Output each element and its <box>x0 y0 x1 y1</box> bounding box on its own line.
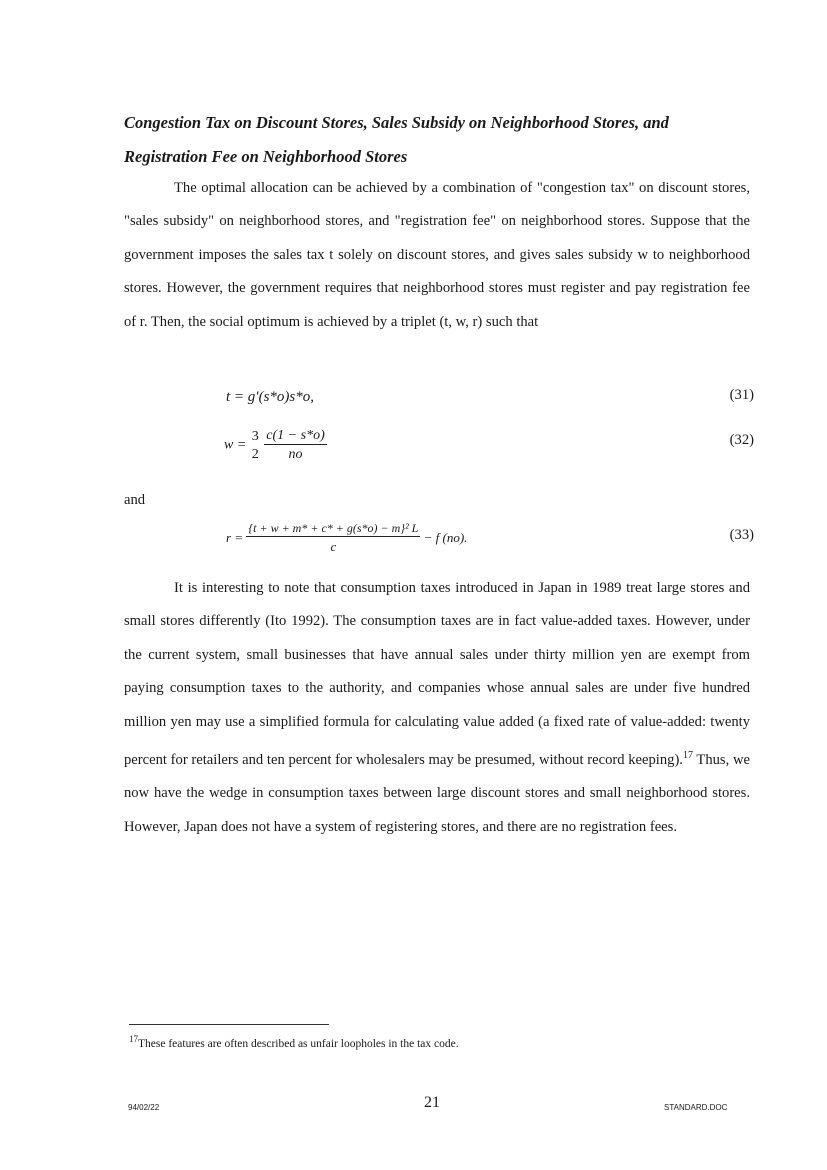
equation-31: t = g′(s*o)s*o, <box>226 389 314 405</box>
equation-31-number: (31) <box>729 387 754 403</box>
equation-33 <box>226 521 467 555</box>
footnote-reference: 17 <box>682 750 693 762</box>
equation-33-lhs: r = <box>226 530 244 545</box>
footer-date: 94/02/22 <box>128 1103 160 1112</box>
equation-33-number: (33) <box>729 527 754 543</box>
equation-32-frac-den: no <box>288 447 303 462</box>
footnote <box>129 1034 459 1050</box>
paragraph-consumption-tax-end: Thus, we now have the wedge in consumption taxes between large discount stores and small neighborhood stores. However, Japan does not have a system of registering stores, and there are no registration fees. <box>124 752 751 835</box>
equation-33-tail: − f (no). <box>423 530 468 545</box>
equation-33-fraction <box>246 521 420 555</box>
footnote-marker: 17 <box>129 1034 138 1044</box>
footnote-text: These features are often described as unfair loopholes in the tax code. <box>138 1037 459 1050</box>
section-heading-line-2: Registration Fee on Neighborhood Stores <box>124 147 408 166</box>
equation-32 <box>224 428 327 463</box>
equation-32-frac-num: c(1 − s*o) <box>266 428 325 443</box>
equation-33-frac-num: {t + w + m* + c* + g(s*o) − m}² L <box>248 521 419 535</box>
paragraph-consumption-tax-body: It is interesting to note that consumption taxes introduced in Japan in 1989 treat large stores and small stores differently (Ito 1992). The consumption taxes are in fact value-added taxes. However, under the current system, small businesses that have annual sales under thirty million yen are exempt from paying consumption taxes to the authority, and companies whose annual sales are under five hundred million yen may use a simplified formula for calculating value added (a fixed rate of value-added: twenty percent for retailers and ten percent for wholesalers may be presumed, without record keeping). <box>124 580 750 769</box>
and-label: and <box>124 492 146 508</box>
equation-32-coefficient <box>250 429 261 463</box>
equation-33-frac-den: c <box>330 539 337 554</box>
paragraph-consumption-tax <box>124 572 750 844</box>
equation-32-coef-den: 2 <box>251 446 259 462</box>
equation-32-lhs: w = <box>224 437 247 453</box>
section-heading-line-1: Congestion Tax on Discount Stores, Sales Subsidy on Neighborhood Stores, and <box>124 113 669 132</box>
footer-doc-name: STANDARD.DOC <box>664 1103 728 1112</box>
equation-32-number: (32) <box>729 432 754 448</box>
equation-32-coef-num: 3 <box>251 428 259 444</box>
equation-32-fraction <box>264 428 326 463</box>
paragraph-intro: The optimal allocation can be achieved by a combination of "congestion tax" on discount stores, "sales subsidy" on neighborhood stores, and "registration fee" on neighborhood stores. Suppose that the government imposes the sales tax t solely on discount stores, and gives sales subsidy w to neighborhood stores. However, the government requires that neighborhood stores must register and pay registration fee of r. Then, the social optimum is achieved by a triplet (t, w, r) such that <box>124 180 750 330</box>
page-number: 21 <box>424 1094 440 1111</box>
footnote-divider <box>129 1024 329 1025</box>
